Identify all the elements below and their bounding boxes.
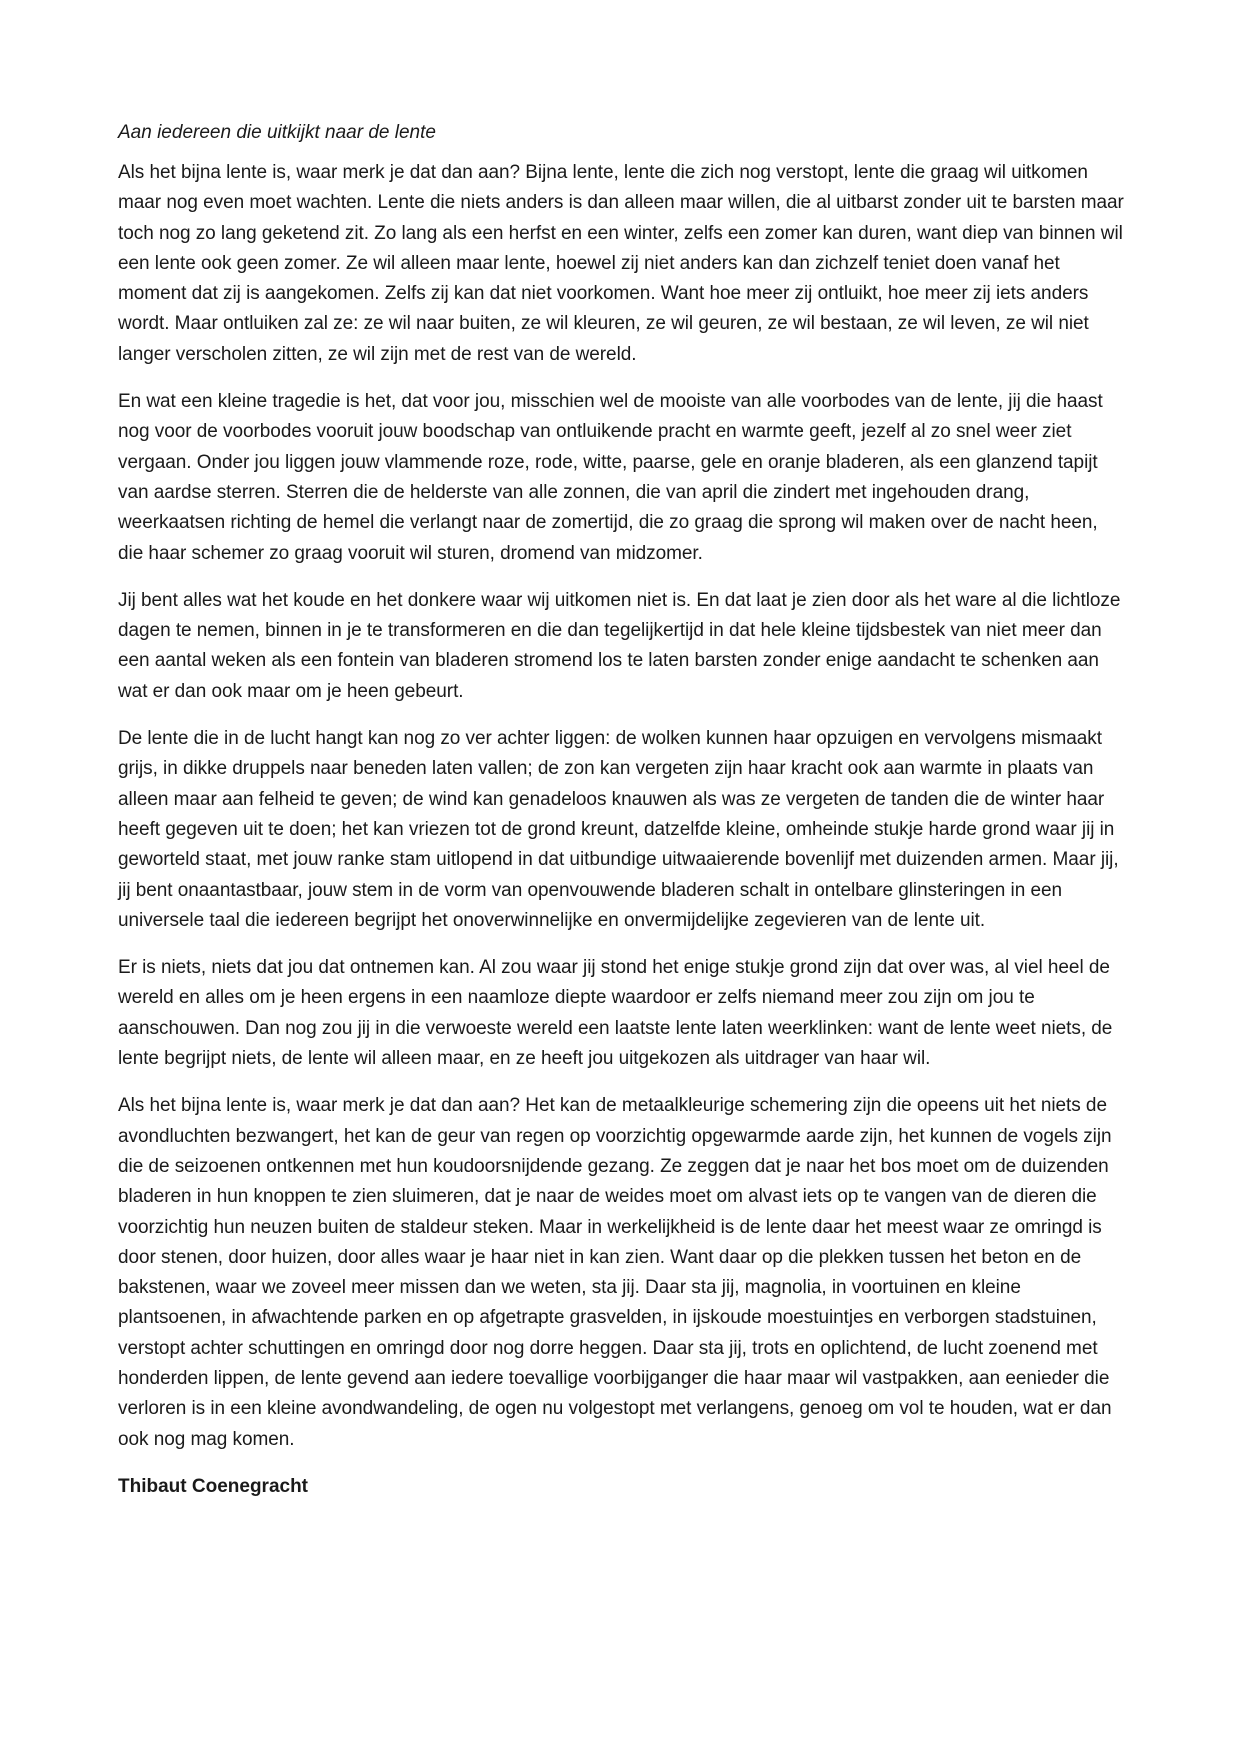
paragraph-1: Als het bijna lente is, waar merk je dat dan aan? Bijna lente, lente die zich nog verstopt, lente die graag wil uitkomen maar nog even moet wachten. Lente die niets anders is dan alleen maar willen, die al uitbarst zonder uit te barsten maar toch nog zo lang geketend zit. Zo lang als een herfst en een winter, zelfs een zomer kan duren, want diep van binnen wil een lente ook geen zomer. Ze wil alleen maar lente, hoewel zij niet anders kan dan zichzelf teniet doen vanaf het moment dat zij is aangekomen. Zelfs zij kan dat niet voorkomen. Want hoe meer zij ontluikt, hoe meer zij iets anders wordt. Maar ontluiken zal ze: ze wil naar buiten, ze wil kleuren, ze wil geuren, ze wil bestaan, ze wil leven, ze wil niet langer verscholen zitten, ze wil zijn met de rest van de wereld. [118,162,1124,365]
paragraph-3: Jij bent alles wat het koude en het donkere waar wij uitkomen niet is. En dat laat je zien door als het ware al die lichtloze dagen te nemen, binnen in je te transformeren en die dan tegelijkertijd in dat hele kleine tijdsbestek van niet meer dan een aantal weken als een fontein van bladeren stromend los te laten barsten zonder enige aandacht te schenken aan wat er dan ook maar om je heen gebeurt. [118,589,1121,702]
document-title: Aan iedereen die uitkijkt naar de lente [118,122,436,143]
paragraph-5: Er is niets, niets dat jou dat ontnemen kan. Al zou waar jij stond het enige stukje grond zijn dat over was, al viel heel de wereld en alles om je heen ergens in een naamloze diepte waardoor er zelfs niemand meer zou zijn om jou te aanschouwen. Dan nog zou jij in die verwoeste wereld een laatste lente laten weerklinken: want de lente weet niets, de lente begrijpt niets, de lente wil alleen maar, en ze heeft jou uitgekozen als uitdrager van haar wil. [118,957,1113,1070]
paragraph-6: Als het bijna lente is, waar merk je dat dan aan? Het kan de metaalkleurige schemering zijn die opeens uit het niets de avondluchten bezwangert, het kan de geur van regen op voorzichtig opgewarmde aarde zijn, het kunnen de vogels zijn die de seizoenen ontkennen met hun koudoorsnijdende gezang. Ze zeggen dat je naar het bos moet om de duizenden bladeren in hun knoppen te zien sluimeren, dat je naar de weides moet om alvast iets op te vangen van de dieren die voorzichtig hun neuzen buiten de staldeur steken. Maar in werkelijkheid is de lente daar het meest waar ze omringd is door stenen, door huizen, door alles waar je haar niet in kan zien. Want daar op die plekken tussen het beton en de bakstenen, waar we zoveel meer missen dan we weten, sta jij. Daar sta jij, magnolia, in voortuinen en kleine plantsoenen, in afwachtende parken en op afgetrapte grasvelden, in ijskoude moestuintjes en verborgen stadstuinen, verstopt achter schuttingen en omringd door nog dorre heggen. Daar sta jij, trots en oplichtend, de lucht zoenend met honderden lippen, de lente gevend aan iedere toevallige voorbijganger die haar maar wil vastpakken, aan eenieder die verloren is in een kleine avondwandeling, de ogen nu volgestopt met verlangens, genoeg om vol te houden, wat er dan ook nog mag komen. [118,1095,1112,1450]
document-page [118,118,1128,1502]
paragraph-4: De lente die in de lucht hangt kan nog zo ver achter liggen: de wolken kunnen haar opzuigen en vervolgens mismaakt grijs, in dikke druppels naar beneden laten vallen; de zon kan vergeten zijn haar kracht ook aan warmte in plaats van alleen maar aan felheid te geven; de wind kan genadeloos knauwen als was ze vergeten de tanden die de winter haar heeft gegeven uit te doen; het kan vriezen tot de grond kreunt, datzelfde kleine, omheinde stukje harde grond waar jij in geworteld staat, met jouw ranke stam uitlopend in dat uitbundige uitwaaierende bovenlijf met duizenden armen. Maar jij, jij bent onaantastbaar, jouw stem in de vorm van openvouwende bladeren schalt in ontelbare glinsteringen in een universele taal die iedereen begrijpt het onoverwinnelijke en onvermijdelijke zegevieren van de lente uit. [118,728,1119,931]
paragraph-2: En wat een kleine tragedie is het, dat voor jou, misschien wel de mooiste van alle voorbodes van de lente, jij die haast nog voor de voorbodes vooruit jouw boodschap van ontluikende pracht en warmte geeft, jezelf al zo snel weer ziet vergaan. Onder jou liggen jouw vlammende roze, rode, witte, paarse, gele en oranje bladeren, als een glanzend tapijt van aardse sterren. Sterren die de helderste van alle zonnen, die van april die zindert met ingehouden drang, weerkaatsen richting de hemel die verlangt naar de zomertijd, die zo graag die sprong wil maken over de nacht heen, die haar schemer zo graag vooruit wil sturen, dromend van midzomer. [118,391,1103,564]
author-name: Thibaut Coenegracht [118,1475,309,1497]
